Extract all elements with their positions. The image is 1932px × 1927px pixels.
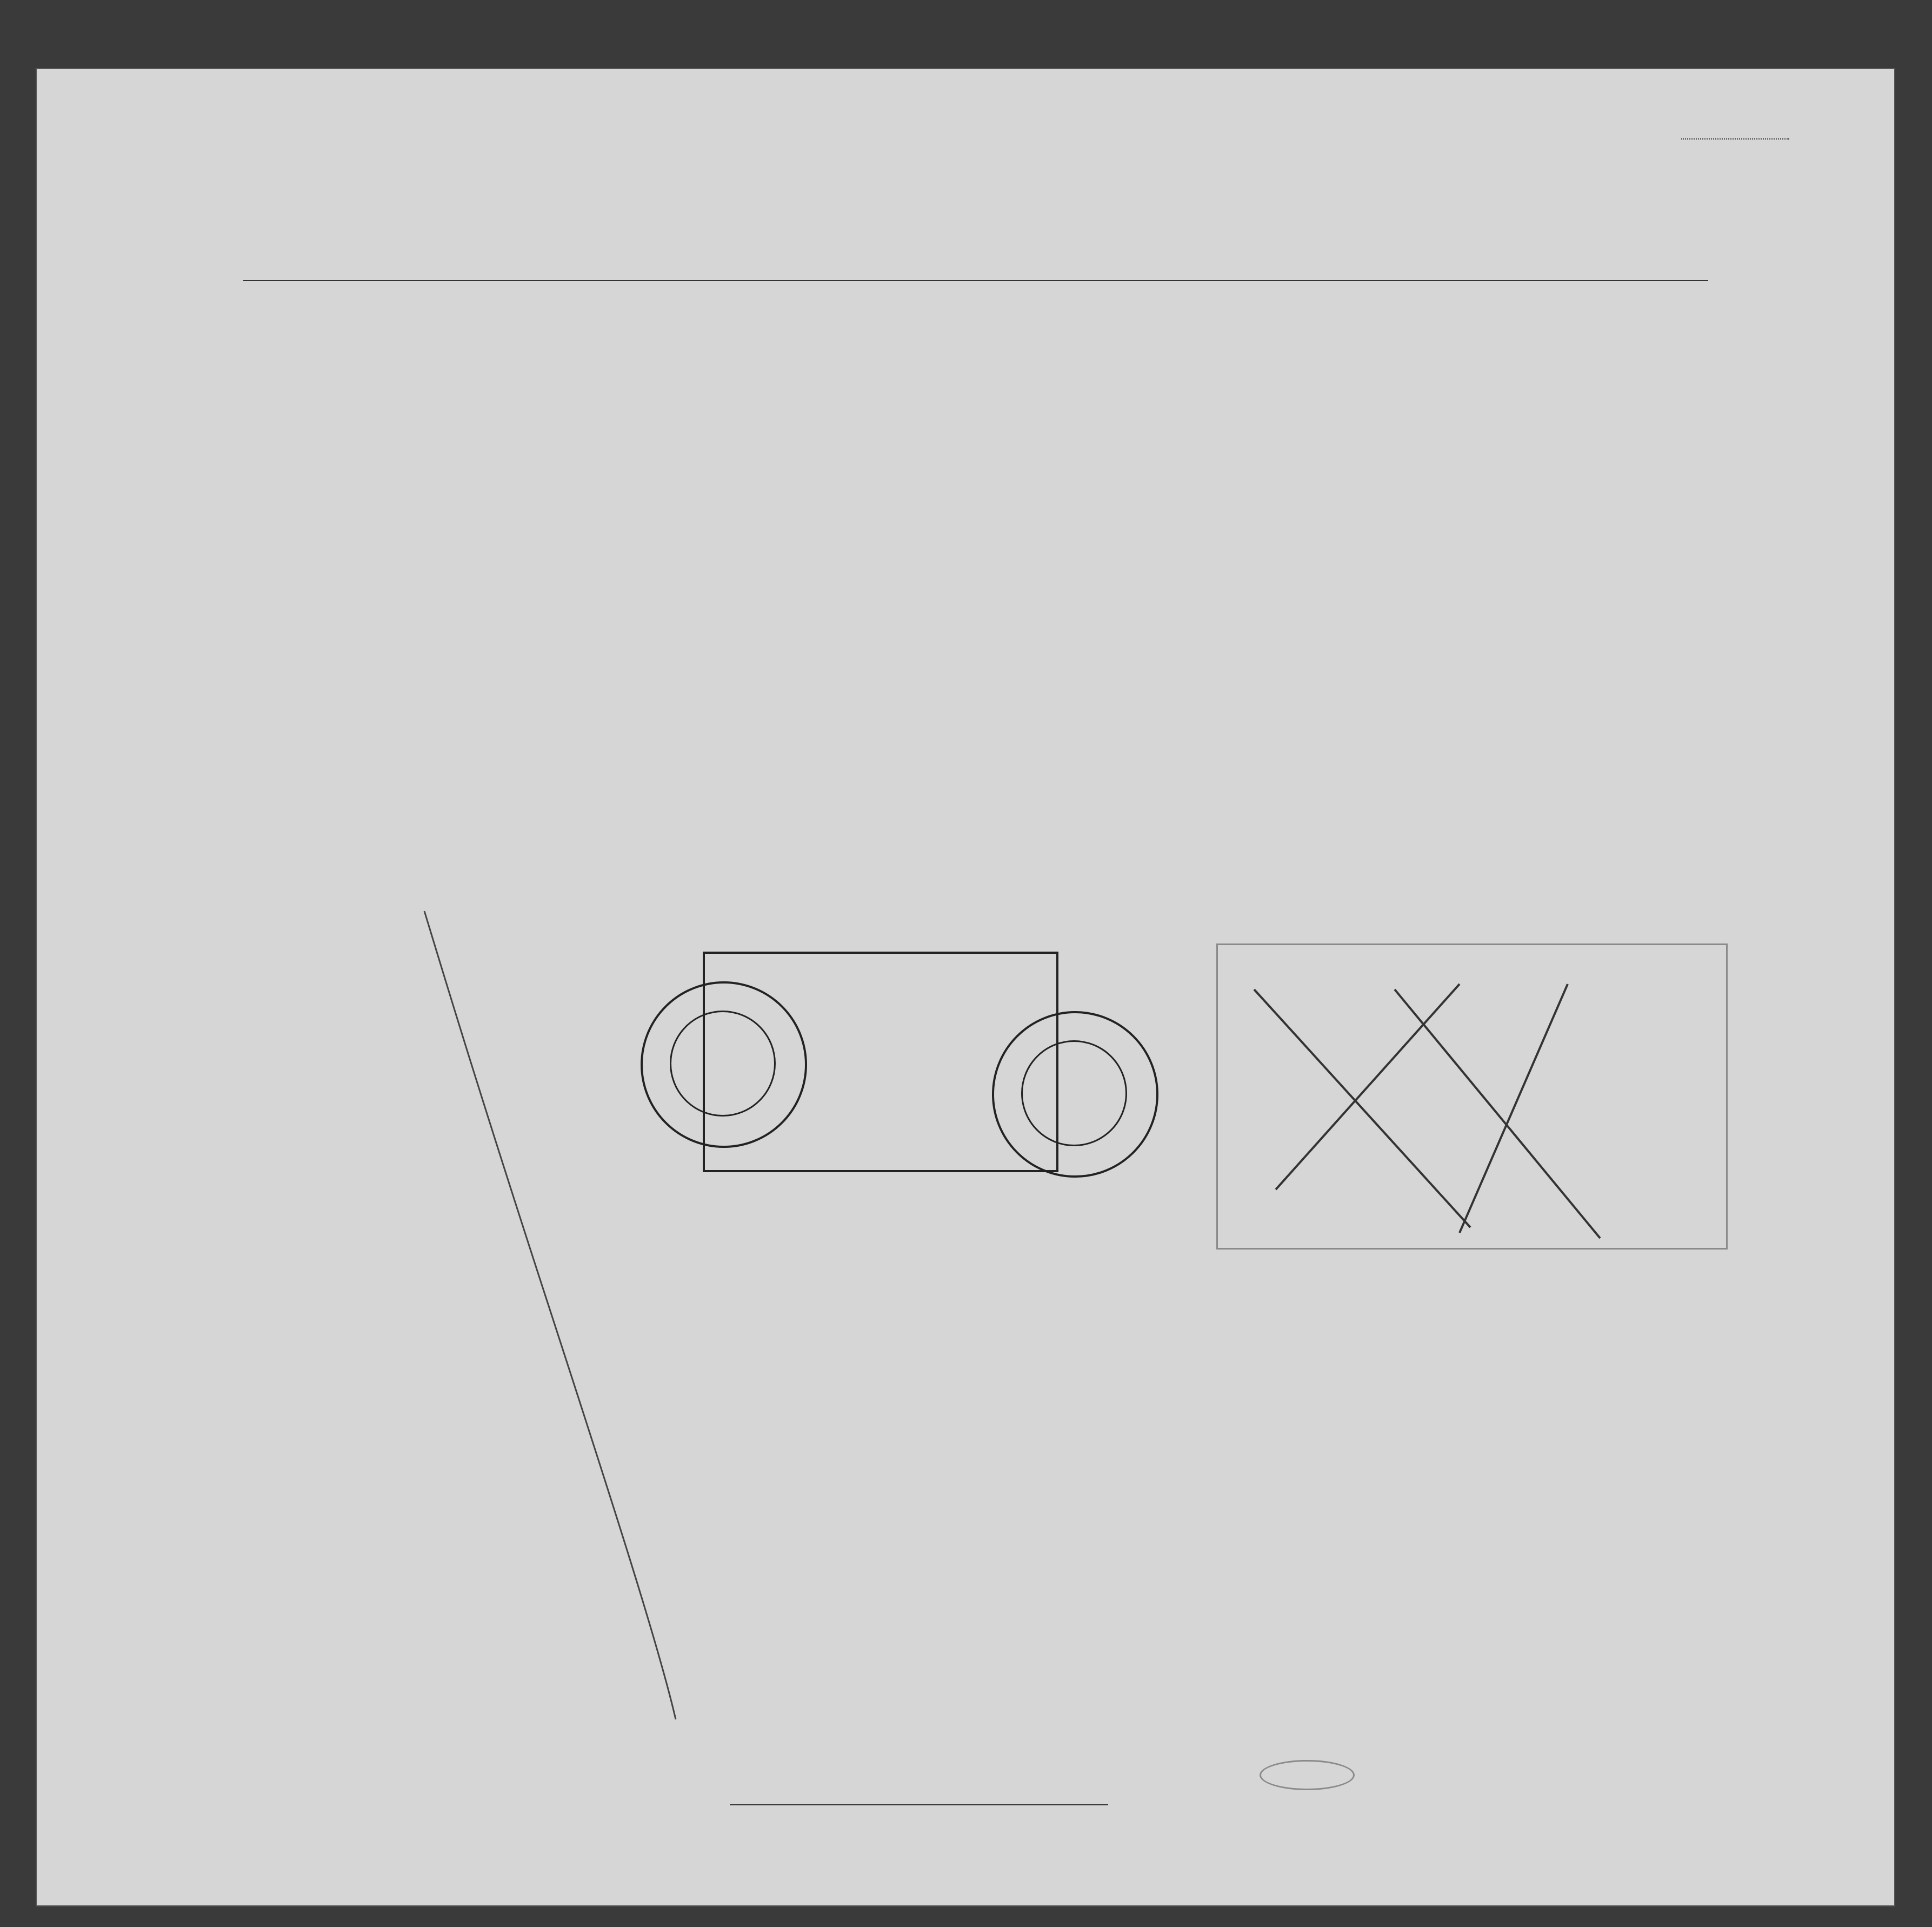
footer-carrier-block [130,1741,600,1819]
inspector-label [730,1804,1108,1808]
zone-stamp [1260,1760,1355,1790]
